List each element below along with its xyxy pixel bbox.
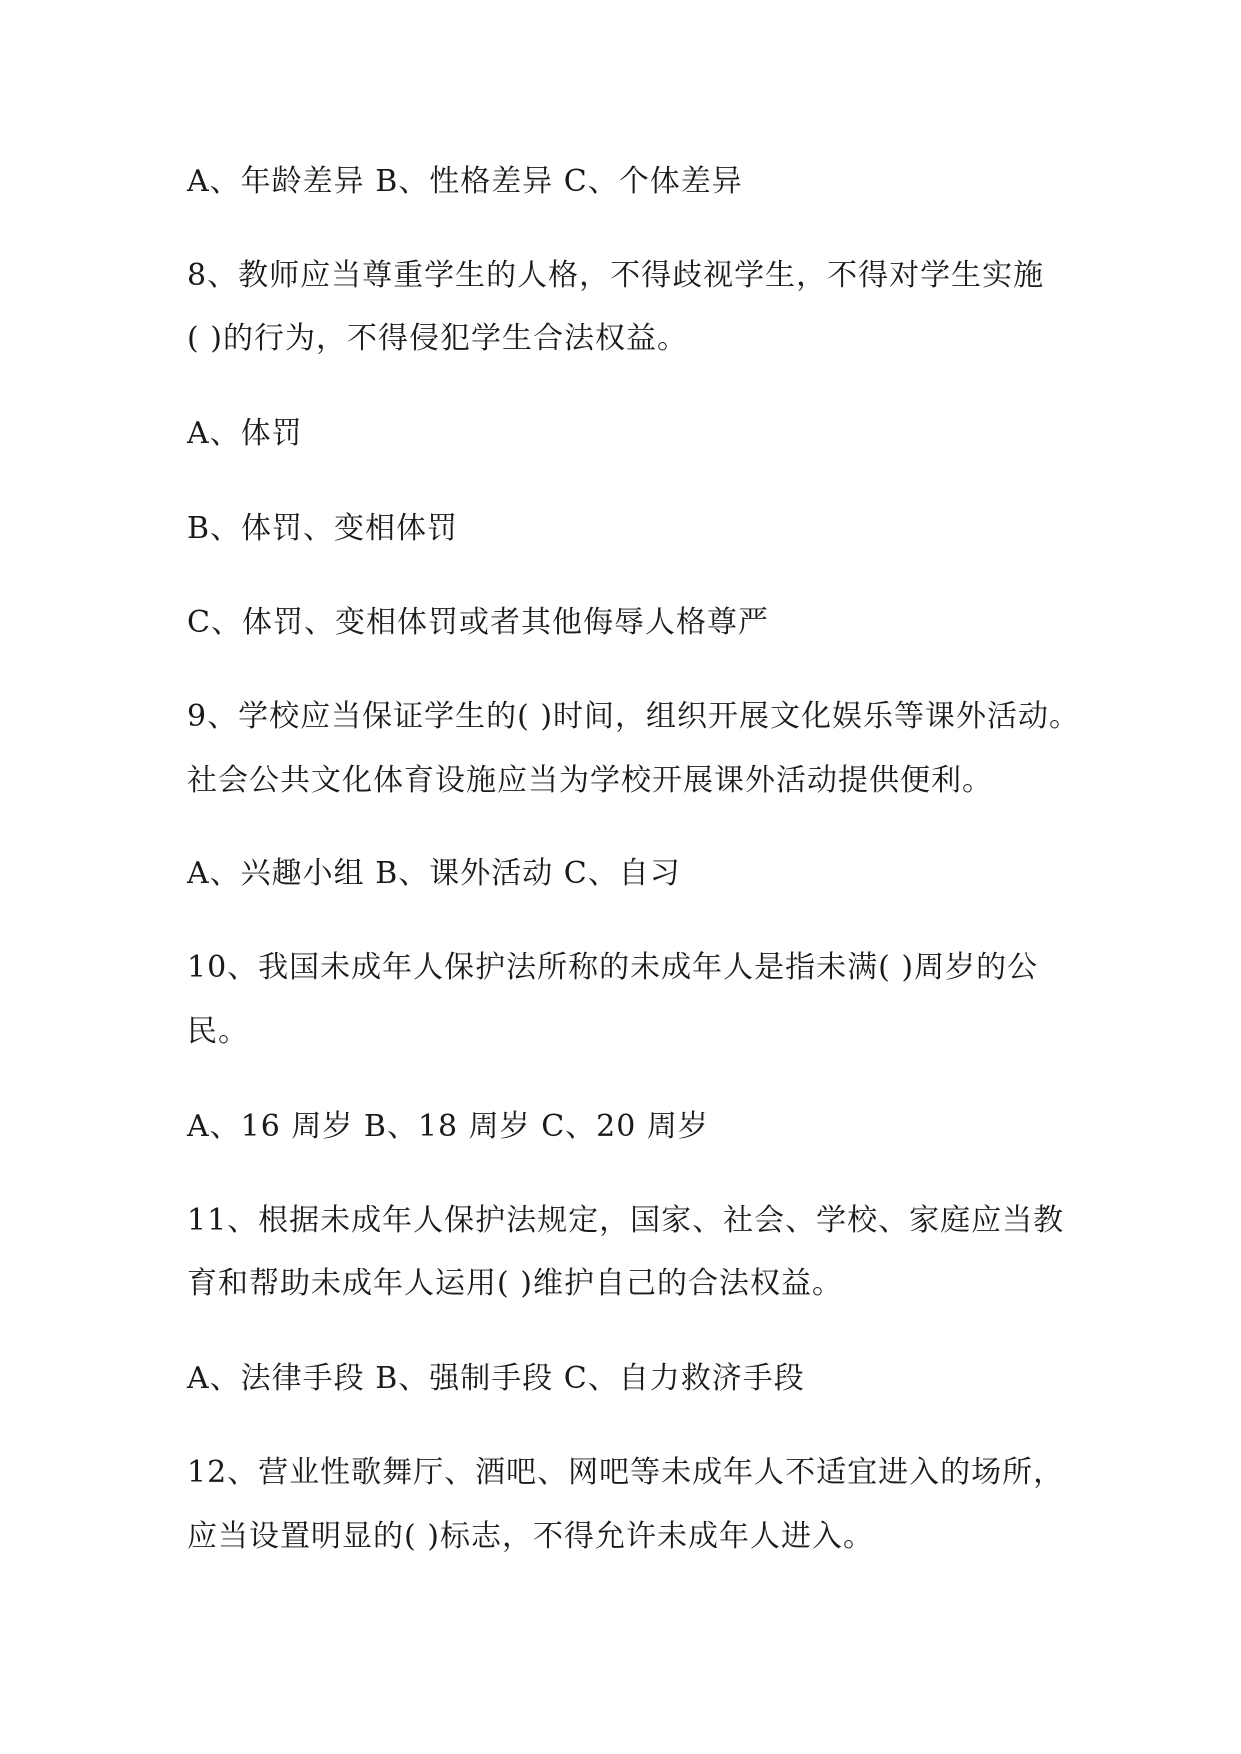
q9-question-line1: 9、学校应当保证学生的( )时间，组织开展文化娱乐等课外活动。: [187, 699, 1081, 734]
q9-options: A、兴趣小组 B、课外活动 C、自习: [187, 856, 681, 891]
q12-question-line2: 应当设置明显的( )标志，不得允许未成年人进入。: [187, 1519, 874, 1554]
q10-options: A、16 周岁 B、18 周岁 C、20 周岁: [187, 1109, 709, 1144]
q10-question-line2: 民。: [187, 1014, 249, 1049]
q11-options: A、法律手段 B、强制手段 C、自力救济手段: [187, 1361, 805, 1396]
q8-question-line2: ( )的行为，不得侵犯学生合法权益。: [187, 321, 688, 356]
q12-question-line1: 12、营业性歌舞厅、酒吧、网吧等未成年人不适宜进入的场所，: [187, 1455, 1065, 1490]
q8-option-b: B、体罚、变相体罚: [187, 511, 459, 546]
q8-option-c: C、体罚、变相体罚或者其他侮辱人格尊严: [187, 605, 769, 640]
q8-question-line1: 8、教师应当尊重学生的人格，不得歧视学生，不得对学生实施: [187, 258, 1045, 293]
q8-option-a: A、体罚: [187, 416, 303, 451]
q9-question-line2: 社会公共文化体育设施应当为学校开展课外活动提供便利。: [187, 763, 993, 798]
q11-question-line2: 育和帮助未成年人运用( )维护自己的合法权益。: [187, 1266, 843, 1301]
q11-question-line1: 11、根据未成年人保护法规定，国家、社会、学校、家庭应当教: [187, 1203, 1065, 1238]
q10-question-line1: 10、我国未成年人保护法所称的未成年人是指未满( )周岁的公: [187, 950, 1039, 985]
q7-options: A、年龄差异 B、性格差异 C、个体差异: [187, 164, 743, 199]
